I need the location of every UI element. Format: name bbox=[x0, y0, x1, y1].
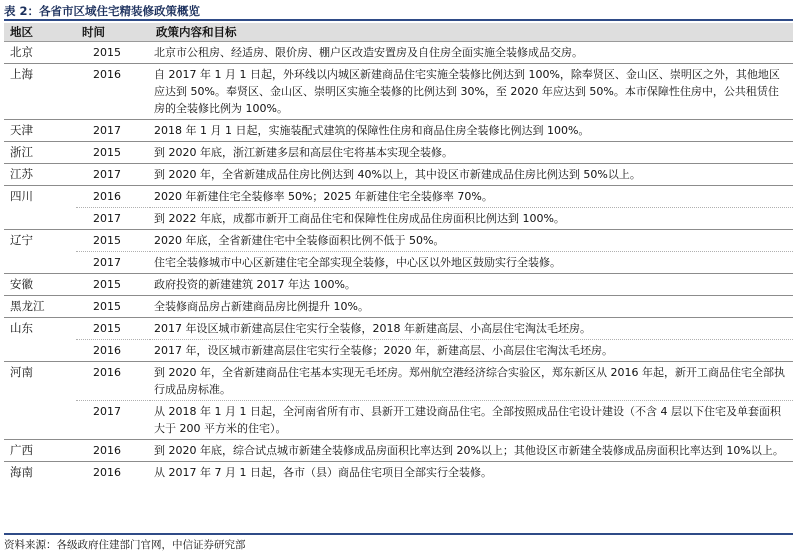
cell-year: 2015 bbox=[76, 142, 150, 164]
cell-content: 2020 年新建住宅全装修率 50%；2025 年新建住宅全装修率 70%。 bbox=[150, 186, 793, 208]
table-row-henan-2 bbox=[4, 401, 793, 440]
cell-content: 从 2017 年 7 月 1 日起，各市（县）商品住宅项目全部实行全装修。 bbox=[150, 462, 793, 484]
cell-content: 到 2020 年底，浙江新建多层和高层住宅将基本实现全装修。 bbox=[150, 142, 793, 164]
cell-region: 四川 bbox=[4, 186, 76, 208]
cell-year: 2017 bbox=[76, 164, 150, 186]
cell-year: 2015 bbox=[76, 230, 150, 252]
cell-year: 2017 bbox=[76, 401, 150, 440]
cell-region: 上海 bbox=[4, 64, 76, 120]
cell-region bbox=[4, 340, 76, 362]
cell-year: 2017 bbox=[76, 252, 150, 274]
cell-region: 北京 bbox=[4, 42, 76, 64]
table-row-henan bbox=[4, 362, 793, 401]
cell-region bbox=[4, 401, 76, 440]
cell-year: 2015 bbox=[76, 42, 150, 64]
table-row-tianjin bbox=[4, 120, 793, 142]
cell-content: 北京市公租房、经适房、限价房、棚户区改造安置房及自住房全面实施全装修成品交房。 bbox=[150, 42, 793, 64]
cell-content: 到 2020 年，全省新建商品住宅基本实现无毛坯房。郑州航空港经济综合实验区，郑东新区从 2016 年起，新开工商品住宅全部执行成品房标准。 bbox=[150, 362, 793, 401]
cell-year: 2016 bbox=[76, 186, 150, 208]
cell-region bbox=[4, 208, 76, 230]
cell-year: 2017 bbox=[76, 120, 150, 142]
cell-content: 全装修商品房占新建商品房比例提升 10%。 bbox=[150, 296, 793, 318]
table-row-beijing bbox=[4, 42, 793, 64]
cell-region: 山东 bbox=[4, 318, 76, 340]
cell-content: 从 2018 年 1 月 1 日起，全河南省所有市、县新开工建设商品住宅。全部按照成品住宅设计建设（不含 4 层以下住宅及单套面积大于 200 平方米的住宅）。 bbox=[150, 401, 793, 440]
cell-content: 2020 年底，全省新建住宅中全装修面积比例不低于 50%。 bbox=[150, 230, 793, 252]
cell-year: 2016 bbox=[76, 440, 150, 462]
cell-year: 2015 bbox=[76, 296, 150, 318]
table-row-heilongjiang bbox=[4, 296, 793, 318]
table-row-anhui bbox=[4, 274, 793, 296]
cell-region: 黑龙江 bbox=[4, 296, 76, 318]
caption-divider bbox=[4, 19, 793, 21]
cell-content: 到 2020 年底，综合试点城市新建全装修成品房面积比率达到 20%以上；其他设区市新建全装修成品房面积比率达到 10%以上。 bbox=[150, 440, 793, 462]
cell-region: 广西 bbox=[4, 440, 76, 462]
cell-region: 安徽 bbox=[4, 274, 76, 296]
table-row-liaoning-2 bbox=[4, 252, 793, 274]
cell-year: 2016 bbox=[76, 362, 150, 401]
table-row-sichuan-2 bbox=[4, 208, 793, 230]
table-row-shandong bbox=[4, 318, 793, 340]
cell-year: 2015 bbox=[76, 274, 150, 296]
table-header-row bbox=[4, 23, 793, 42]
cell-region: 海南 bbox=[4, 462, 76, 484]
footer-divider bbox=[4, 533, 793, 535]
header-region: 地区 bbox=[4, 23, 76, 42]
table-row-shanghai bbox=[4, 64, 793, 120]
table-row-shandong-2 bbox=[4, 340, 793, 362]
cell-year: 2015 bbox=[76, 318, 150, 340]
table-row-jiangsu bbox=[4, 164, 793, 186]
cell-region: 浙江 bbox=[4, 142, 76, 164]
cell-content: 2018 年 1 月 1 日起，实施装配式建筑的保障性住房和商品住房全装修比例达到 100%。 bbox=[150, 120, 793, 142]
cell-region bbox=[4, 252, 76, 274]
cell-year: 2016 bbox=[76, 64, 150, 120]
cell-region: 江苏 bbox=[4, 164, 76, 186]
table-row-guangxi bbox=[4, 440, 793, 462]
cell-region: 河南 bbox=[4, 362, 76, 401]
header-content: 政策内容和目标 bbox=[150, 23, 793, 42]
cell-region: 天津 bbox=[4, 120, 76, 142]
table-caption: 表 2：各省市区域住宅精装修政策概览 bbox=[4, 4, 201, 18]
cell-content: 政府投资的新建建筑 2017 年达 100%。 bbox=[150, 274, 793, 296]
cell-content: 住宅全装修城市中心区新建住宅全部实现全装修，中心区以外地区鼓励实行全装修。 bbox=[150, 252, 793, 274]
cell-content: 自 2017 年 1 月 1 日起，外环线以内城区新建商品住宅实施全装修比例达到 100%，除奉贤区、金山区、崇明区之外，其他地区应达到 50%。奉贤区、金山区、崇明区实施全装修的比例达到 30%，至 2020 年应达到 50%。本市保障性住房中，公共租赁住房的全装修比例为 100%。 bbox=[150, 64, 793, 120]
cell-region: 辽宁 bbox=[4, 230, 76, 252]
cell-content: 到 2020 年，全省新建成品住房比例达到 40%以上，其中设区市新建成品住房比例达到 50%以上。 bbox=[150, 164, 793, 186]
table-row-liaoning bbox=[4, 230, 793, 252]
cell-year: 2016 bbox=[76, 340, 150, 362]
cell-year: 2016 bbox=[76, 462, 150, 484]
policy-table bbox=[4, 23, 793, 483]
cell-content: 到 2022 年底，成都市新开工商品住宅和保障性住房成品住房面积比例达到 100%。 bbox=[150, 208, 793, 230]
table-row-sichuan bbox=[4, 186, 793, 208]
table-row-hainan bbox=[4, 462, 793, 484]
cell-content: 2017 年设区城市新建高层住宅实行全装修，2018 年新建高层、小高层住宅淘汰毛坯房。 bbox=[150, 318, 793, 340]
cell-content: 2017 年，设区城市新建高层住宅实行全装修；2020 年，新建高层、小高层住宅淘汰毛坯房。 bbox=[150, 340, 793, 362]
cell-year: 2017 bbox=[76, 208, 150, 230]
source-note: 资料来源：各级政府住建部门官网，中信证券研究部 bbox=[4, 539, 246, 551]
header-year: 时间 bbox=[76, 23, 150, 42]
table-row-zhejiang bbox=[4, 142, 793, 164]
